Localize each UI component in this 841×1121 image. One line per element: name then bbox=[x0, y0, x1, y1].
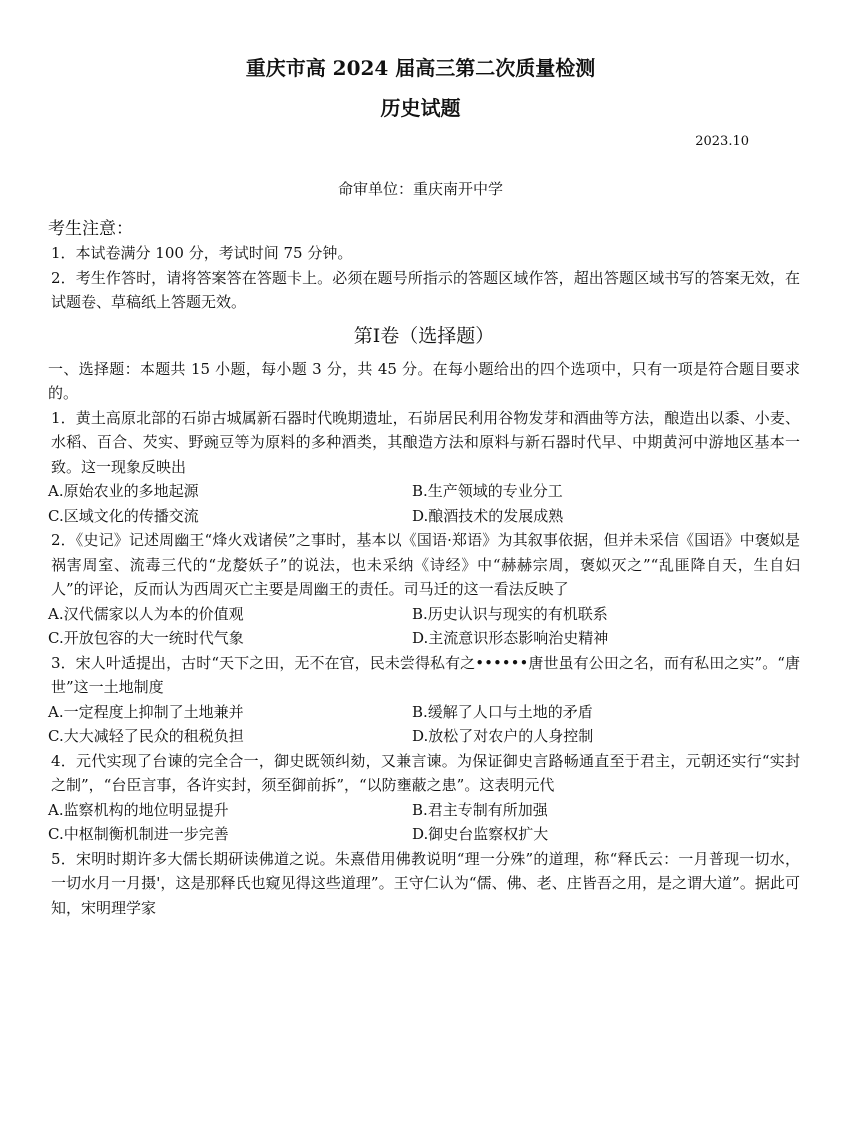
question-1 bbox=[48, 406, 800, 529]
option-a: A.汉代儒家以人为本的价值观 bbox=[48, 604, 244, 623]
exam-title: 重庆市高 2024 届高三第二次质量检测 bbox=[245, 56, 596, 80]
option-b: B.历史认识与现实的有机联系 bbox=[412, 604, 608, 623]
option-grid bbox=[48, 798, 800, 847]
notice-item: 2．考生作答时，请将答案答在答题卡上。必须在题号所指示的答题区域作答，超出答题区域书写的答案无效，在试题卷、草稿纸上答题无效。 bbox=[51, 268, 800, 311]
option-a: A.一定程度上抑制了土地兼并 bbox=[48, 702, 244, 721]
exam-body bbox=[48, 217, 800, 920]
option-d: D.主流意识形态影响治史精神 bbox=[412, 629, 609, 647]
notice-item: 1．本试卷满分 100 分，考试时间 75 分钟。 bbox=[51, 244, 353, 262]
option-grid bbox=[48, 602, 800, 651]
question-4 bbox=[48, 749, 800, 847]
option-c: C.区域文化的传播交流 bbox=[48, 506, 199, 525]
option-d: D.放松了对农户的人身控制 bbox=[412, 727, 594, 745]
option-b: B.缓解了人口与土地的矛盾 bbox=[412, 702, 593, 721]
option-grid bbox=[48, 479, 800, 528]
issuing-unit: 命审单位：重庆南开中学 bbox=[337, 180, 503, 198]
question-stem: 5．宋明时期许多大儒长期研读佛道之说。朱熹借用佛教说明“理一分殊”的道理，称“释氏云：一月普现一切水，一切水月一月摄'，这是那释氏也窥见得这些道理”。王守仁认为“儒、佛、老、庄皆吾之用，是之谓大道”。据此可知，宋明理学家 bbox=[51, 849, 800, 917]
option-d: D.御史台监察权扩大 bbox=[412, 825, 549, 843]
option-c: C.中枢制衡机制进一步完善 bbox=[48, 825, 229, 843]
section-title: 第Ⅰ卷（选择题） bbox=[353, 324, 495, 347]
question-2 bbox=[48, 528, 800, 651]
question-stem: 3．宋人叶适提出，古时“天下之田，无不在官，民未尝得私有之••••••唐世虽有公田之名，而有私田之实”。“唐世”这一土地制度 bbox=[51, 653, 800, 696]
option-d: D.酿酒技术的发展成熟 bbox=[412, 506, 564, 525]
notice-heading: 考生注意： bbox=[48, 219, 133, 239]
question-3 bbox=[48, 651, 800, 749]
option-grid bbox=[48, 700, 800, 749]
option-b: B.君主专制有所加强 bbox=[412, 800, 548, 819]
question-stem: 2．《史记》记述周幽王“烽火戏诸侯”之事时，基本以《国语·郑语》为其叙事依据，但并未采信《国语》中褒姒是祸害周室、流毒三代的“龙嫠妖子”的说法，也未采纳《诗经》中“赫赫宗周，褒姒灭之”“乱匪降自天，生自妇人”的评论，反而认为西周灭亡主要是周幽王的责任。司马迁的这一看法反映了 bbox=[51, 531, 800, 598]
option-b: B.生产领域的专业分工 bbox=[412, 482, 563, 500]
option-a: A.原始农业的多地起源 bbox=[48, 482, 199, 500]
section-instruction: 一、选择题：本题共 15 小题，每小题 3 分，共 45 分。在每小题给出的四个选项中，只有一项是符合题目要求的。 bbox=[48, 359, 800, 402]
question-5 bbox=[48, 847, 800, 921]
question-stem: 1．黄土高原北部的石峁古城属新石器时代晚期遗址，石峁居民利用谷物发芽和酒曲等方法，酿造出以黍、小麦、水稻、百合、芡实、野豌豆等为原料的多种酒类，其酿造方法和原料与新石器时代早、中期黄河中游地区基本一致。这一现象反映出 bbox=[51, 408, 800, 476]
exam-date: 2023.10 bbox=[695, 134, 749, 149]
question-stem: 4．元代实现了台谏的完全合一，御史既领纠劾，又兼言谏。为保证御史言路畅通直至于君主，元朝还实行“实封之制”，“台臣言事，各许实封，须至御前拆”，“以防壅蔽之患”。这表明元代 bbox=[51, 751, 800, 794]
option-c: C.大大减轻了民众的租税负担 bbox=[48, 727, 244, 745]
option-c: C.开放包容的大一统时代气象 bbox=[48, 629, 244, 647]
option-a: A.监察机构的地位明显提升 bbox=[48, 800, 229, 819]
exam-subtitle: 历史试题 bbox=[380, 96, 461, 120]
